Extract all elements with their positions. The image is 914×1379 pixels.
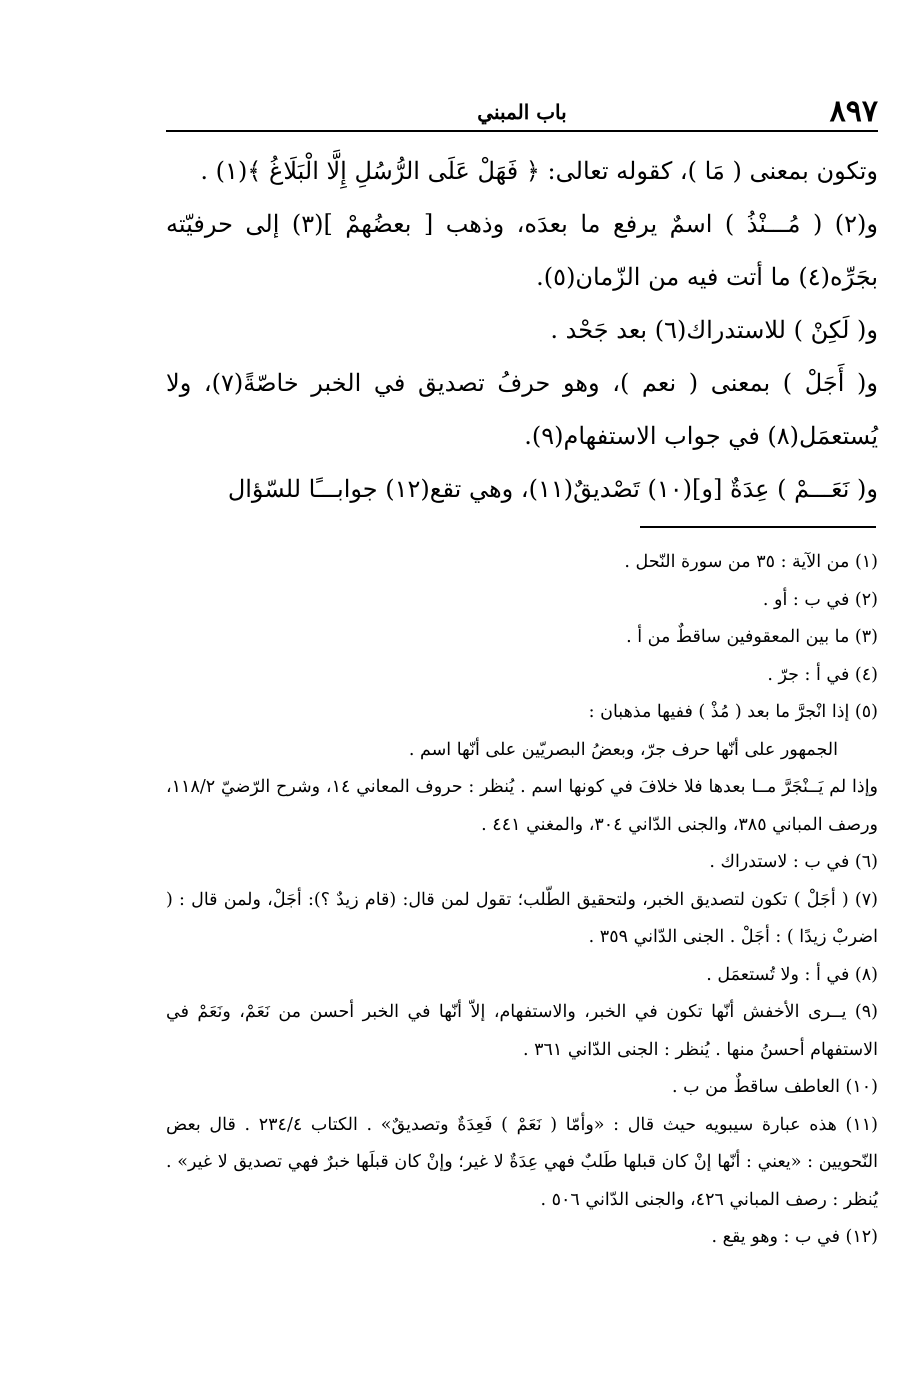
footnote: (٢) في ب : أو . [762,589,878,610]
main-paragraph: و(٢) ( مُـــنْذُ ) اسمٌ يرفع ما بعدَه، وذهب [ بعضُهمْ ](٣) إلى حرفيّته بجَرِّه(٤) ما أتت فيه من الزّمان(٥). [166,210,878,291]
footnote: (٨) في أ : ولا تُستعمَل . [706,964,878,985]
footnote: (٩) يــرى الأخفش أنّها تكون في الخبر، والاستفهام، إلاّ أنّها في الخبر أحسن من نَعَمْ، ونَعَمْ في الاستفهام أحسنُ منها . يُنظر : الجنى الدّاني ٣٦١ . [166,1002,878,1060]
footnote-divider [640,526,876,528]
page-number: ٨٩٧ [829,94,878,129]
main-paragraph: و( أَجَلْ ) بمعنى ( نعم )، وهو حرفُ تصديق في الخبر خاصّةً(٧)، ولا يُستعمَل(٨) في جواب الاستفهام(٩). [166,369,879,450]
footnote: (١١) هذه عبارة سيبويه حيث قال : «وأمّا ( نَعَمْ ) فَعِدَةٌ وتصديقٌ» . الكتاب ٢٣٤/٤ . قال بعض النّحويين : «يعني : أنّها إنْ كان قبلها طَلبٌ فهي عِدَةٌ لا غير؛ وإنْ كان قبلَها خبرٌ فهي تصديق لا غير» . يُنظر : رصف المباني ٤٢٦، والجنى الدّاني ٥٠٦ . [166,1114,878,1210]
footnote: (٥) إذا انْجرَّ ما بعد ( مُذْ ) ففيها مذهبان : [588,702,878,722]
footnote: (١٠) العاطف ساقطٌ من ب . [672,1077,878,1097]
chapter-title: باب المبني [477,100,567,124]
main-text [166,145,878,516]
footnote-continuation: الجمهور على أنّها حرف جرّ، وبعضُ البصريّين على أنّها اسم . [408,739,838,760]
main-paragraph: وتكون بمعنى ( مَا )، كقوله تعالى: ﴿ فَهَلْ عَلَى الرُّسُلِ إِلَّا الْبَلَاغُ ﴾(١) . [200,157,878,185]
footnote: (٤) في أ : جرّ . [767,664,878,685]
main-paragraph: و( لَكِنْ ) للاستدراك(٦) بعد جَحْد . [550,316,878,344]
footnote-continuation: وإذا لم يَــنْجَرَّ مــا بعدها فلا خلافَ في كونها اسم . يُنظر : حروف المعاني ١٤، وشرح الرّضيّ ١١٨/٢، ورصف المباني ٣٨٥، والجنى الدّاني ٣٠٤، والمغني ٤٤١ . [166,777,879,835]
page-header [166,94,878,132]
footnote: (١) من الآية : ٣٥ من سورة النّحل . [624,552,878,572]
footnotes [166,544,878,1257]
footnote: (٦) في ب : لاستدراك . [709,852,878,872]
footnote: (١٢) في ب : وهو يقع . [711,1227,878,1247]
footnote: (٧) ( أجَلْ ) تكون لتصديق الخبر، ولتحقيق الطّلب؛ تقول لمن قال: (قام زيدٌ ؟): أجَلْ، ولمن قال : ( اضربْ زيدًا ) : أجَلْ . الجنى الدّاني ٣٥٩ . [166,889,878,947]
footnote: (٣) ما بين المعقوفين ساقطٌ من أ . [626,627,878,647]
main-paragraph: و( نَعَـــمْ ) عِدَةٌ [و](١٠) تَصْديقٌ(١١)، وهي تقع(١٢) جوابـــًا للسّؤال [227,475,878,503]
